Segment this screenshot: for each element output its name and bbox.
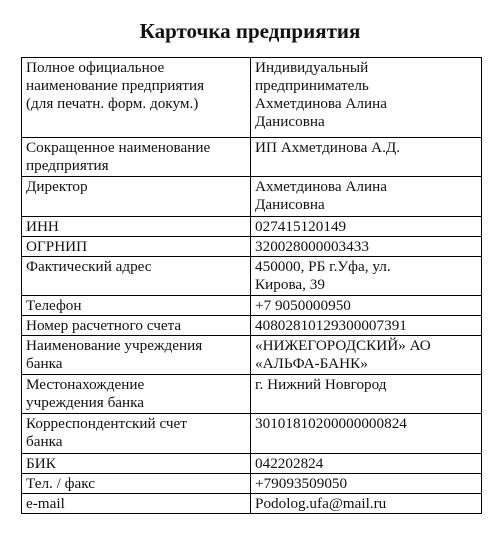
- row-value: Индивидуальный предприниматель Ахметдинова Алина Данисовна: [251, 58, 482, 138]
- row-value: 30101810200000000824: [251, 414, 482, 454]
- table-row-ogrnip: [22, 237, 482, 257]
- row-label: Телефон: [22, 296, 251, 316]
- row-value: ИП Ахметдинова А.Д.: [251, 138, 482, 177]
- row-label: Сокращенное наименование предприятия: [22, 138, 251, 177]
- company-details-table: [21, 57, 482, 514]
- row-value: г. Нижний Новгород: [251, 375, 482, 414]
- row-value: «НИЖЕГОРОДСКИЙ» АО «АЛЬФА-БАНК»: [251, 336, 482, 375]
- table-row-account-number: [22, 316, 482, 336]
- table-row-full-name: [22, 58, 482, 138]
- table-row-bank-name: [22, 336, 482, 375]
- row-label: Местонахождение учреждения банка: [22, 375, 251, 414]
- row-value: +79093509050: [251, 474, 482, 494]
- row-value: Podolog.ufa@mail.ru: [251, 494, 482, 514]
- table-row-inn: [22, 217, 482, 237]
- row-label: ИНН: [22, 217, 251, 237]
- table-row-director: [22, 177, 482, 217]
- table-row-phone: [22, 296, 482, 316]
- row-label: Фактический адрес: [22, 257, 251, 296]
- table-row-bik: [22, 454, 482, 474]
- row-value: 027415120149: [251, 217, 482, 237]
- row-value: 320028000003433: [251, 237, 482, 257]
- row-label: Номер расчетного счета: [22, 316, 251, 336]
- row-label: Корреспондентский счет банка: [22, 414, 251, 454]
- table-row-address: [22, 257, 482, 296]
- row-value: 450000, РБ г.Уфа, ул. Кирова, 39: [251, 257, 482, 296]
- row-label: Тел. / факс: [22, 474, 251, 494]
- row-value: +7 9050000950: [251, 296, 482, 316]
- row-label: e-mail: [22, 494, 251, 514]
- row-value: Ахметдинова Алина Данисовна: [251, 177, 482, 217]
- table-row-correspondent-account: [22, 414, 482, 454]
- row-label: Директор: [22, 177, 251, 217]
- row-label: БИК: [22, 454, 251, 474]
- row-label: Наименование учреждения банка: [22, 336, 251, 375]
- table-row-short-name: [22, 138, 482, 177]
- table-row-phone-fax: [22, 474, 482, 494]
- row-value: 40802810129300007391: [251, 316, 482, 336]
- table-row-email: [22, 494, 482, 514]
- row-label: ОГРНИП: [22, 237, 251, 257]
- row-label: Полное официальное наименование предприятия (для печатн. форм. докум.): [22, 58, 251, 138]
- row-value: 042202824: [251, 454, 482, 474]
- table-row-bank-location: [22, 375, 482, 414]
- page-title: Карточка предприятия: [139, 19, 361, 43]
